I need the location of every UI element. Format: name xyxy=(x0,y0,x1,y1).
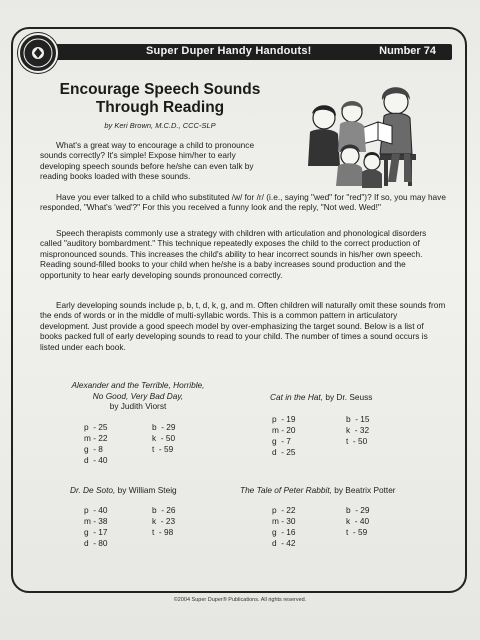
book-rabbit-counts-right: b - 29 k - 40 t - 59 xyxy=(346,505,370,537)
article-byline: by Keri Brown, M.C.D., CCC-SLP xyxy=(104,121,216,130)
book-dr-de-soto xyxy=(70,485,250,496)
book-rabbit-counts-left: p - 22 m - 30 g - 16 d - 42 xyxy=(272,505,296,548)
book-author: by Dr. Seuss xyxy=(323,392,373,402)
book-cat-in-the-hat xyxy=(270,392,450,403)
logo-seal-icon xyxy=(20,35,56,71)
book-cat-counts-right: b - 15 k - 32 t - 50 xyxy=(346,414,370,446)
book-alexander xyxy=(48,380,228,412)
book-title: Cat in the Hat, xyxy=(270,392,324,402)
book-title: Dr. De Soto, xyxy=(70,485,116,495)
book-desoto-counts-left: p - 40 m - 38 g - 17 d - 80 xyxy=(84,505,108,548)
book-author: by William Steig xyxy=(115,485,177,495)
book-peter-rabbit xyxy=(240,485,450,496)
paragraph-3: Speech therapists commonly use a strategy with children with articulation and phonological disorders called "auditory bombardment." This technique repeatedly exposes the child to the correct production of mispronounced sounds. This increases the child's ability to hear incorrect sounds in his/her own speech. Reading sound-filled books to your child when he/she is a baby increases sound production and the opportunity to hear early developing sounds pronounced correctly. xyxy=(40,228,427,280)
book-title-line-2: No Good, Very Bad Day, xyxy=(92,390,184,401)
header-banner xyxy=(28,44,452,60)
article-title xyxy=(40,81,280,117)
paragraph-4: Early developing sounds include p, b, t, d, k, g, and m. Often children will naturally omit these sounds from the ends of words or in the middle of multi-syllabic words. This is a common pattern in articulatory development. Just provide a good speech model by over-emphasizing the target sound. Below is a list of books packed full of early developing sounds to read to your child. The number of times a sound occurs is listed under each book. xyxy=(40,300,446,352)
book-author: by Judith Viorst xyxy=(109,401,167,411)
book-cat-counts-left: p - 19 m - 20 g - 7 d - 25 xyxy=(272,414,296,457)
book-desoto-counts-right: b - 26 k - 23 t - 98 xyxy=(152,505,176,537)
book-alexander-counts-left: p - 25 m - 22 g - 8 d - 40 xyxy=(84,422,108,465)
title-line-1: Encourage Speech Sounds xyxy=(59,81,261,98)
paragraph-1: What's a great way to encourage a child to pronounce sounds correctly? It's simple! Expose him/her to early developing speech sounds before he/she can even talk by reading books loaded with these sounds. xyxy=(40,140,255,182)
series-title: Super Duper Handy Handouts! xyxy=(146,45,312,57)
publisher-logo xyxy=(18,33,58,73)
book-title: The Tale of Peter Rabbit, xyxy=(240,485,332,495)
book-title-line-1: Alexander and the Terrible, Horrible, xyxy=(71,380,205,390)
title-line-2: Through Reading xyxy=(95,99,225,116)
book-author: by Beatrix Potter xyxy=(331,485,396,495)
paragraph-2: Have you ever talked to a child who substituted /w/ for /r/ (i.e., saying "wed" for "red")? If so, you may have responded, "What's 'wed'?" For this you received a funny look and the reply, "Not wed. Wed!" xyxy=(40,192,446,213)
handout-number: Number 74 xyxy=(379,45,436,57)
reading-children-illustration xyxy=(292,82,422,192)
book-alexander-counts-right: b - 29 k - 50 t - 59 xyxy=(152,422,176,454)
copyright-footer: ©2004 Super Duper® Publications. All rights reserved. xyxy=(173,597,307,603)
